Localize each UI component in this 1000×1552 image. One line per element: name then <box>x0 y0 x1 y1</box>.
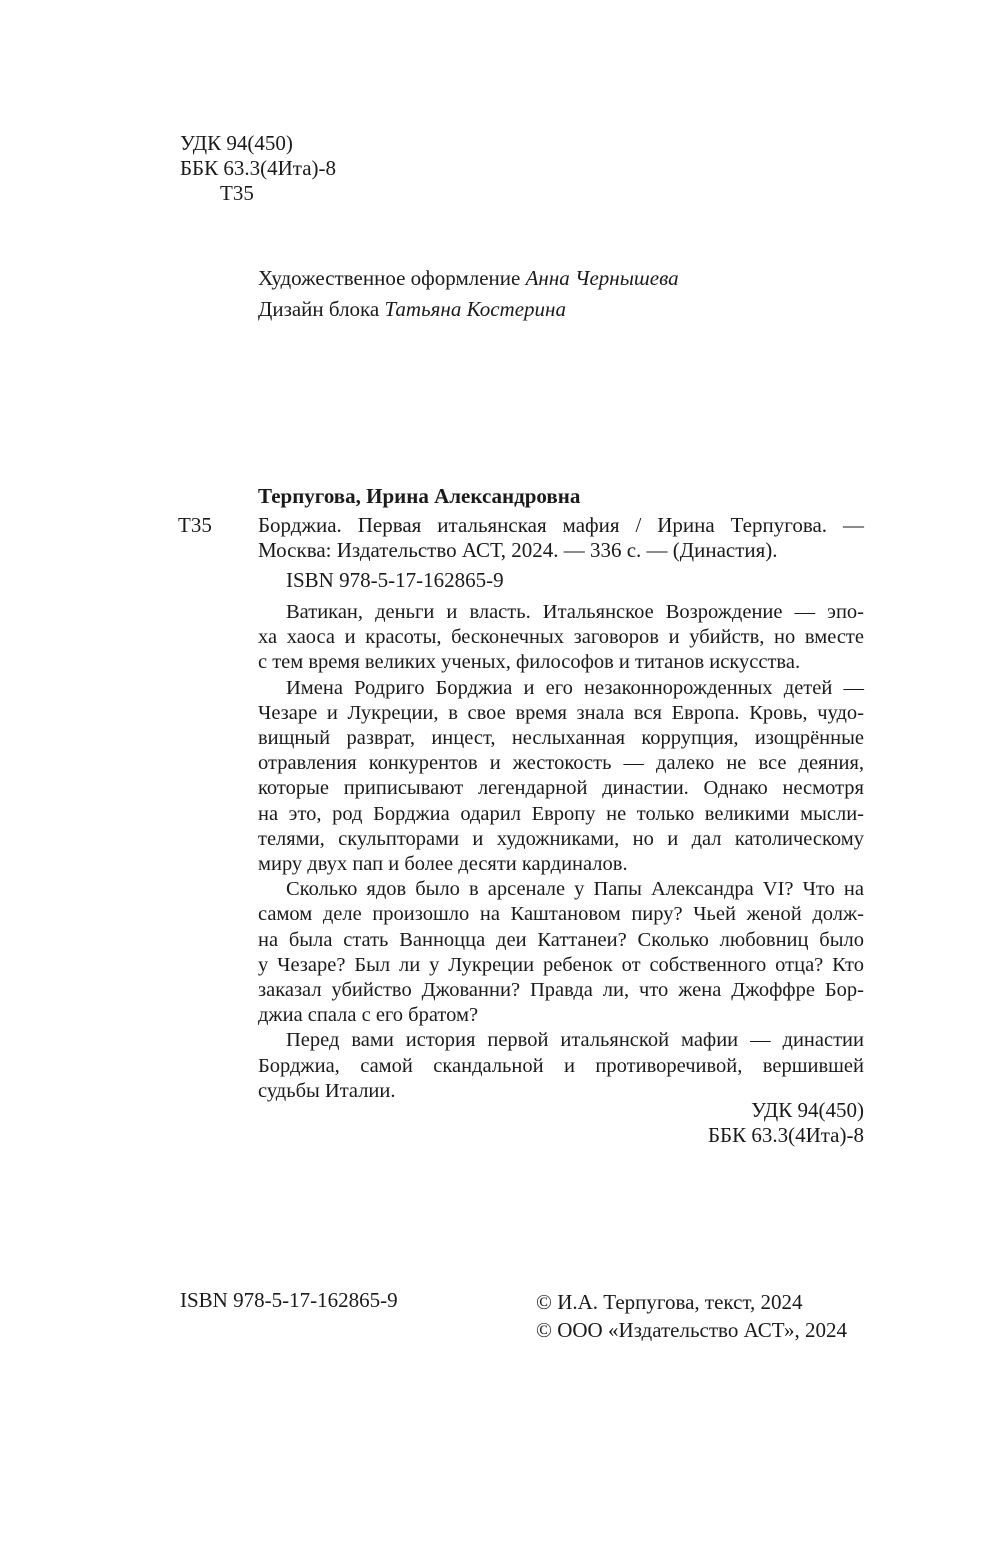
copyright-author: © И.А. Терпугова, текст, 2024 <box>536 1290 803 1314</box>
description-line: Москва: Издательство АСТ, 2024. — 336 с. — (Династия). <box>258 538 778 562</box>
annotation-line: ха хаоса и красоты, бесконечных заговоров и убийств, но вместе <box>258 626 864 649</box>
annotation-line: телями, скульпторами и художниками, но и дал католическому <box>258 827 864 850</box>
annotation-line: заказал убийство Джованни? Правда ли, что жена Джоффре Бор- <box>258 979 864 1002</box>
copyright-block <box>536 1288 847 1344</box>
annotation <box>258 600 864 1104</box>
bbk-code: ББК 63.3(4Ита)-8 <box>707 1123 864 1147</box>
annotation-line: Сколько ядов было в арсенале у Папы Александра VI? Что на <box>286 878 864 901</box>
catalog-author-sign: Т35 <box>178 513 212 537</box>
bbk-code: ББК 63.3(4Ита)-8 <box>180 156 337 180</box>
annotation-line: джиа спала с его братом? <box>258 1004 479 1027</box>
layout-credit-label: Дизайн блока <box>258 297 380 321</box>
annotation-line: с тем время великих ученых, философов и титанов искусства. <box>258 651 801 674</box>
annotation-line: Чезаре и Лукреции, в свое время знала вся Европа. Кровь, чудо- <box>258 701 864 724</box>
udk-code: УДК 94(450) <box>180 131 293 155</box>
annotation-line: самом деле произошло на Каштановом пиру? Чьей женой долж- <box>258 903 864 926</box>
credits <box>258 263 679 325</box>
layout-credit-name: Татьяна Костерина <box>384 297 566 321</box>
description-line: Борджиа. Первая итальянская мафия / Ирина Терпугова. — <box>258 513 864 537</box>
annotation-line: Перед вами история первой итальянской мафии — династии <box>286 1029 864 1052</box>
art-credit-name: Анна Чернышева <box>525 266 679 290</box>
annotation-line: которые приписывают легендарной династии. Однако несмотря <box>258 777 864 800</box>
annotation-line: отравления конкурентов и жестокость — далеко не все деяния, <box>258 752 864 775</box>
classification-codes-top <box>180 131 336 206</box>
layout-credit <box>258 294 679 325</box>
annotation-line: у Чезаре? Был ли у Лукреции ребенок от собственного отца? Кто <box>258 953 864 976</box>
author-sign: Т35 <box>220 181 254 205</box>
annotation-line: на это, род Борджиа одарил Европу не только великими мысли- <box>258 802 864 825</box>
annotation-line: судьбы Италии. <box>258 1079 396 1102</box>
art-credit <box>258 263 679 294</box>
art-credit-label: Художественное оформление <box>258 266 521 290</box>
author-heading: Терпугова, Ирина Александровна <box>258 484 581 508</box>
catalog-isbn: ISBN 978-5-17-162865-9 <box>286 568 504 592</box>
annotation-line: Борджиа, самой скандальной и противоречивой, вершившей <box>258 1054 864 1077</box>
bibliographic-description <box>258 513 864 563</box>
annotation-line: на была стать Ванноцца деи Каттанеи? Сколько любовниц было <box>258 928 864 951</box>
annotation-line: вищный разврат, инцест, неслыханная коррупция, изощрённые <box>258 727 864 750</box>
annotation-line: Имена Родриго Борджиа и его незаконнорожденных детей — <box>286 676 864 699</box>
classification-codes-bottom <box>708 1098 864 1148</box>
annotation-line: миру двух пап и более десяти кардиналов. <box>258 853 628 876</box>
udk-code: УДК 94(450) <box>751 1098 864 1122</box>
footer-isbn: ISBN 978-5-17-162865-9 <box>180 1288 398 1312</box>
copyright-publisher: © ООО «Издательство АСТ», 2024 <box>536 1318 847 1342</box>
annotation-line: Ватикан, деньги и власть. Итальянское Возрождение — эпо- <box>286 601 864 623</box>
